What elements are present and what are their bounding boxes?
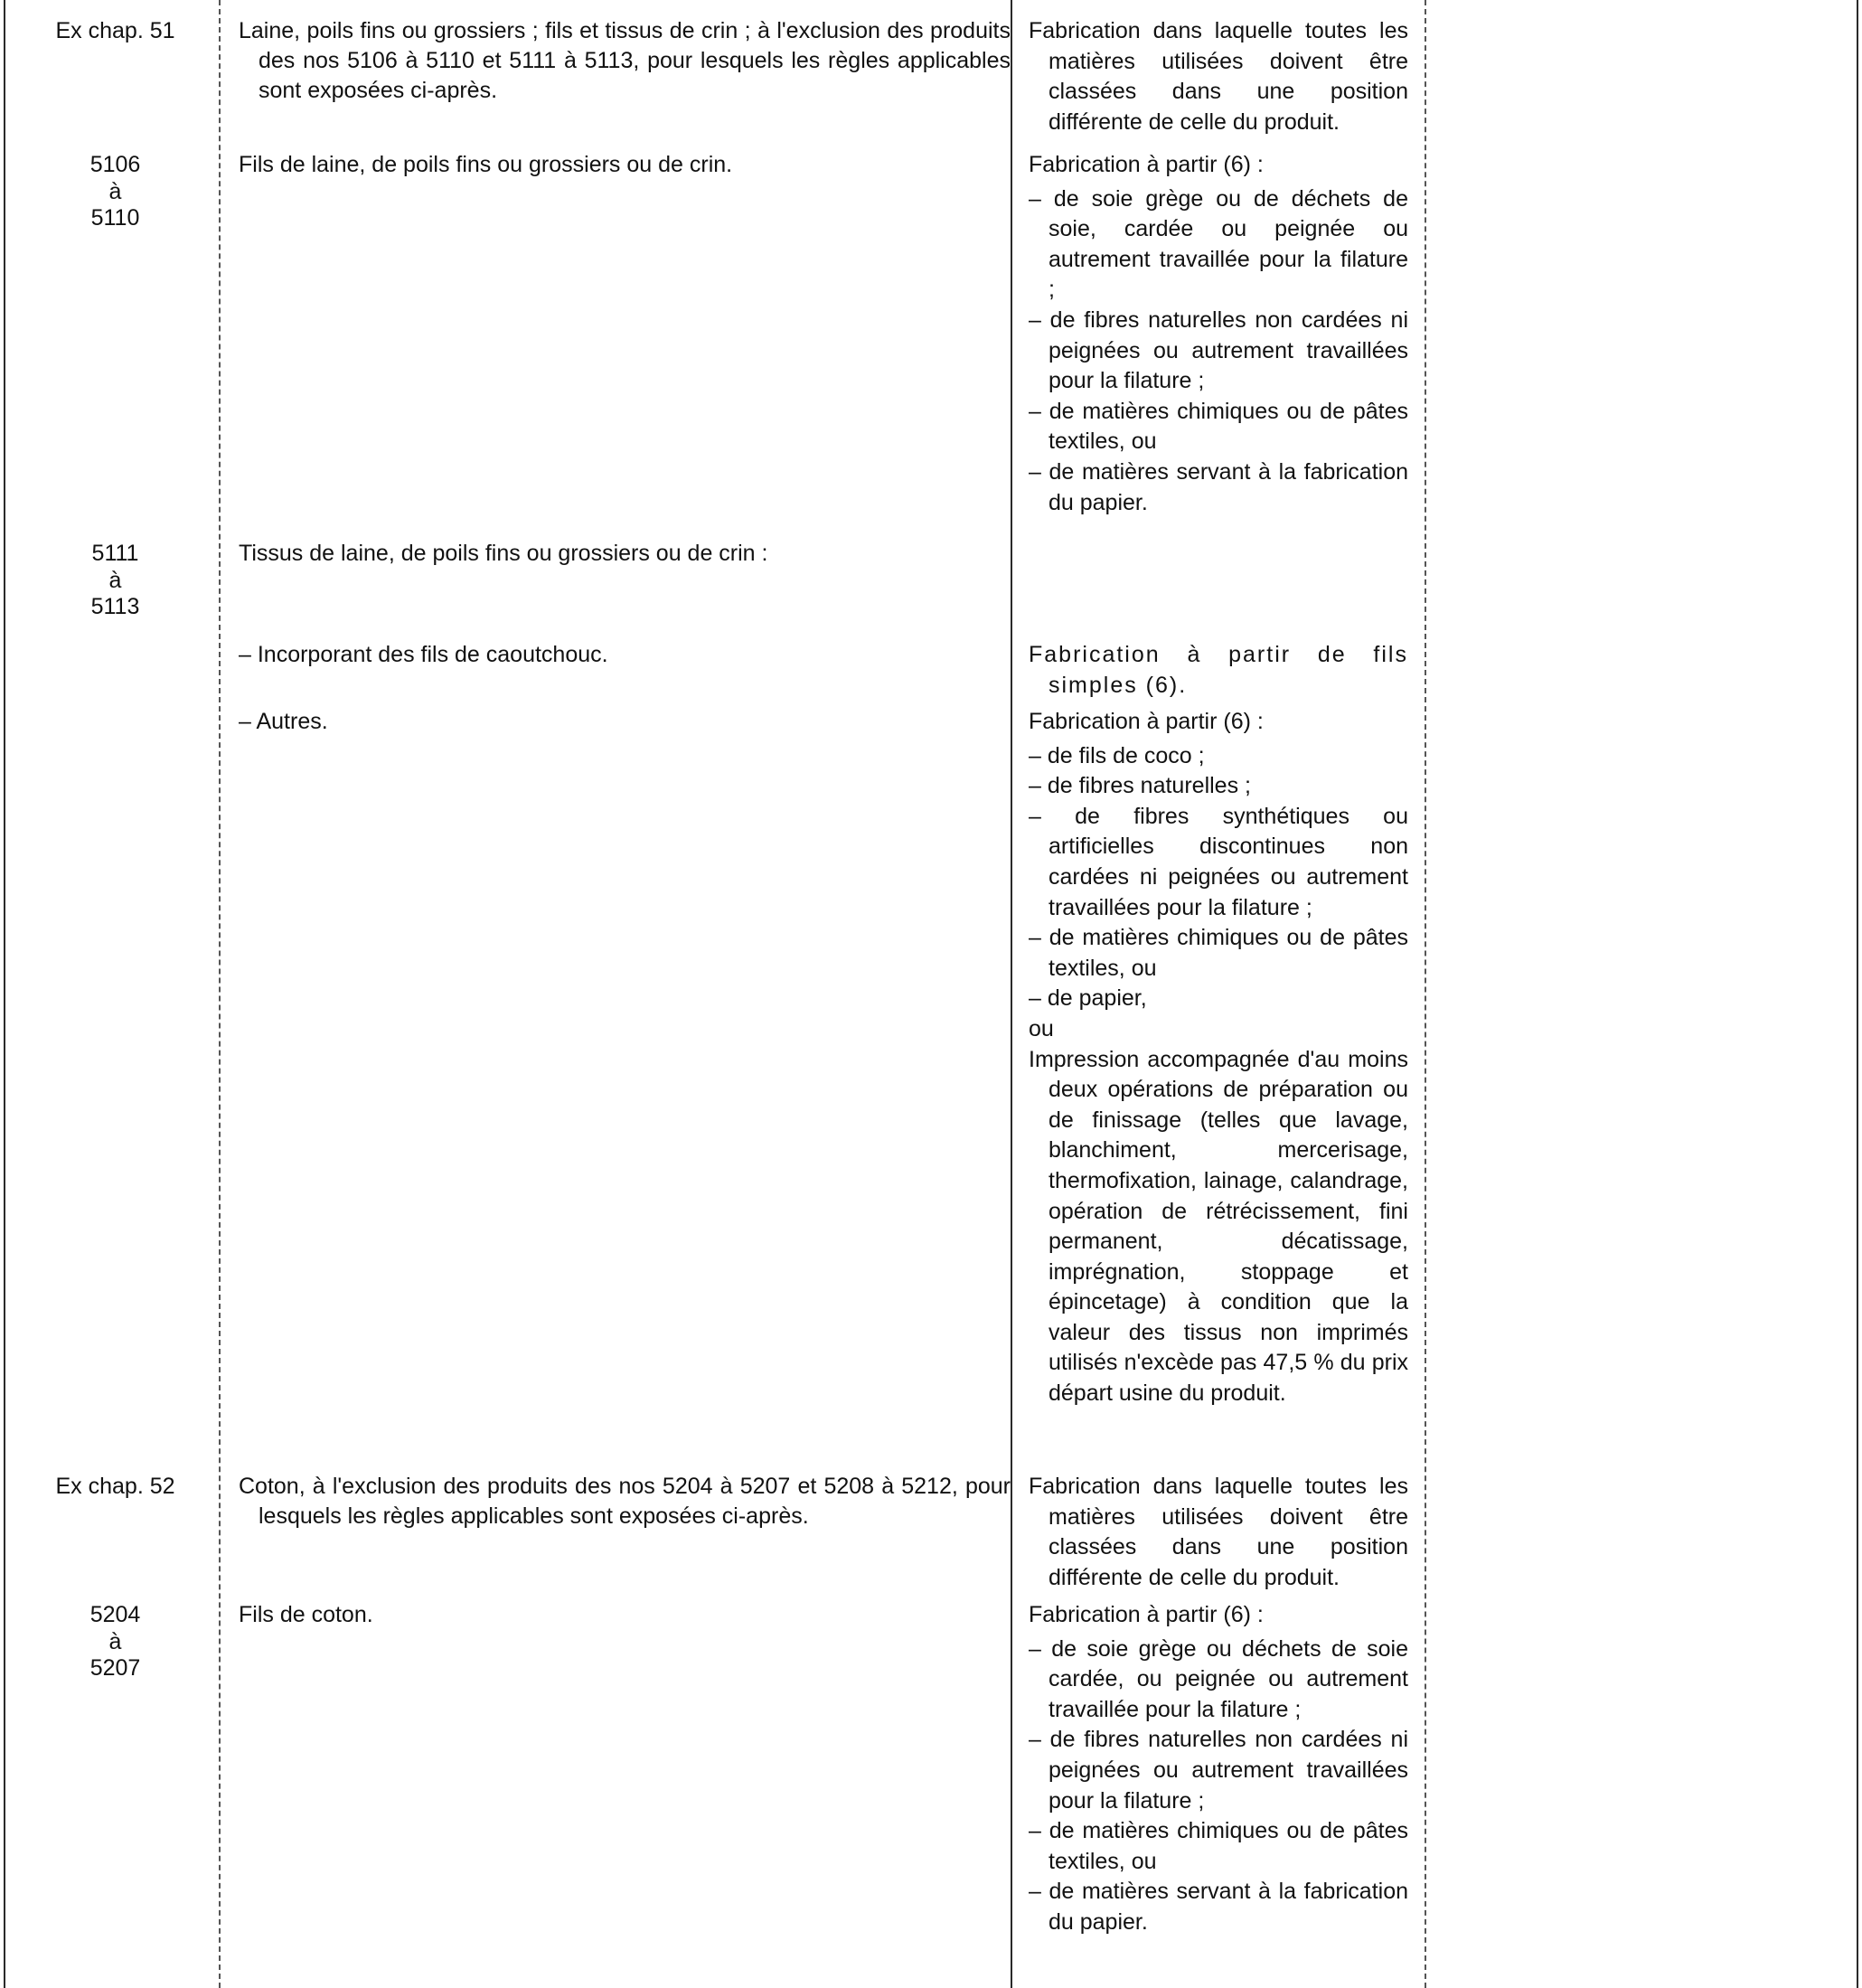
product-description: Fils de coton. bbox=[239, 1602, 373, 1627]
column-divider-description bbox=[1011, 0, 1012, 1988]
heading-code: 5111 à 5113 bbox=[90, 541, 140, 619]
product-description: Tissus de laine, de poils fins ou grossiers ou de crin : bbox=[239, 541, 768, 566]
product-description: – Autres. bbox=[239, 709, 328, 734]
origin-rule: Fabrication dans laquelle toutes les matières utilisées doivent être classées dans une position différente de celle du produit. bbox=[1029, 18, 1408, 135]
origin-rule: Fabrication à partir (6) : – de fils de coco ; – de fibres naturelles ; – de fibres synthétiques ou artificielles discontinues non cardées ni peignées ou autrement travaillées pour la filature ; – de matières chimiques ou de pâtes textiles, ou – de papier, ou Impression accompagnée d'au moins deux opérations de préparation ou de finissage (telles que lavage, blanchiment, mercerisage, thermofixation, lainage, calandrage, opération de rétrécissement, fini permanent, décatissage, imprégnation, stoppage et épincetage) à condition que la valeur des tissus non imprimés utilisés n'excède pas 47,5 % du prix départ usine du produit. bbox=[1029, 709, 1408, 1407]
product-description: – Incorporant des fils de caoutchouc. bbox=[239, 642, 608, 667]
heading-code: Ex chap. 52 bbox=[55, 1474, 175, 1499]
heading-code: Ex chap. 51 bbox=[55, 18, 175, 43]
heading-code: 5204 à 5207 bbox=[89, 1602, 141, 1681]
heading-code: 5106 à 5110 bbox=[89, 152, 141, 231]
table-right-border bbox=[1857, 0, 1858, 1988]
product-description: Coton, à l'exclusion des produits des nos 5204 à 5207 et 5208 à 5212, pour lesquels les règles applicables sont exposées ci-après. bbox=[239, 1474, 1011, 1529]
origin-rule: Fabrication dans laquelle toutes les matières utilisées doivent être classées dans une position différente de celle du produit. bbox=[1029, 1474, 1408, 1590]
column-divider-code bbox=[219, 0, 221, 1988]
origin-rule: Fabrication à partir (6) : – de soie grège ou de déchets de soie, cardée ou peignée ou autrement travaillée pour la filature ; – de fibres naturelles non cardées ni peignées ou autrement travaillées pour la filature ; – de matières chimiques ou de pâtes textiles, ou – de matières servant à la fabrication du papier. bbox=[1029, 152, 1408, 515]
column-divider-rule bbox=[1425, 0, 1426, 1988]
table-left-border bbox=[4, 0, 5, 1988]
product-description: Laine, poils fins ou grossiers ; fils et tissus de crin ; à l'exclusion des produits des nos 5106 à 5110 et 5111 à 5113, pour lesquels les règles applicables sont exposées ci-après. bbox=[239, 18, 1011, 103]
product-description: Fils de laine, de poils fins ou grossiers ou de crin. bbox=[239, 152, 733, 177]
origin-rule: Fabrication à partir de fils simples (6). bbox=[1029, 642, 1408, 698]
origin-rule: Fabrication à partir (6) : – de soie grège ou déchets de soie cardée, ou peignée ou autrement travaillée pour la filature ; – de fibres naturelles non cardées ni peignées ou autrement travaillées pour la filature ; – de matières chimiques ou de pâtes textiles, ou – de matières servant à la fabrication du papier. bbox=[1029, 1602, 1408, 1935]
